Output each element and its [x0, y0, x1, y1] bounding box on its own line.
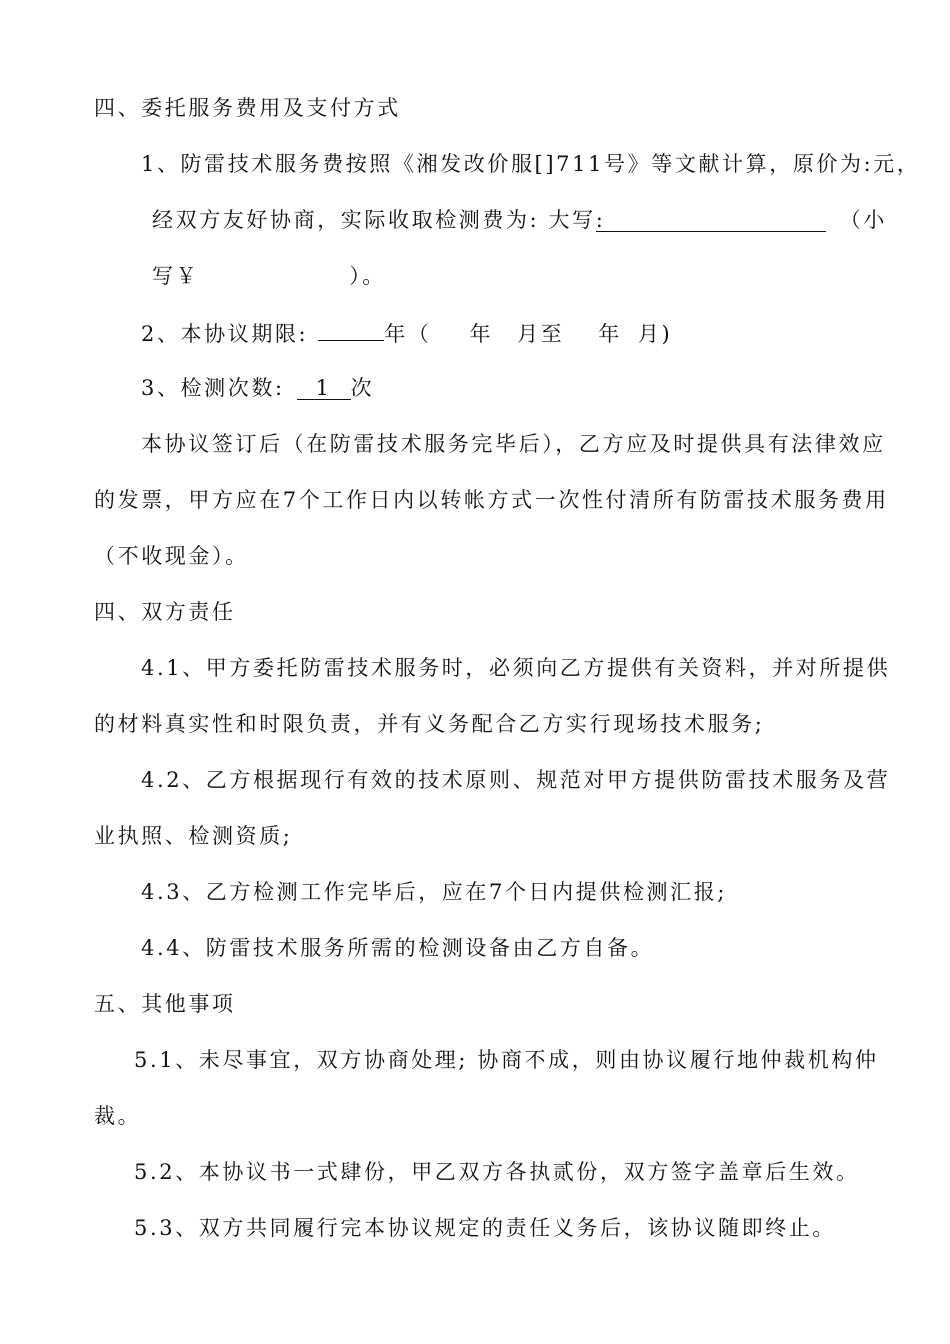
section-heading-fees: 四、委托服务费用及支付方式 — [94, 96, 401, 120]
term-clause — [141, 318, 672, 348]
payment-paragraph-line-2: 的发票，甲方应在7个工作日内以转帐方式一次性付清所有防雷技术服务费用 — [94, 488, 889, 512]
term-label: 2、本协议期限: — [141, 322, 309, 346]
term-paren-open: （ — [407, 322, 432, 346]
payment-paragraph-line-1: 本协议签订后（在防雷技术服务完毕后），乙方应及时提供具有法律效应 — [141, 432, 886, 456]
responsibility-4-4: 4.4、防雷技术服务所需的检测设备由乙方自备。 — [141, 936, 655, 960]
other-5-1-line-2: 裁。 — [94, 1104, 142, 1128]
other-5-1-line-1: 5.1、未尽事宜，双方协商处理; 协商不成，则由协议履行地仲裁机构仲 — [134, 1048, 879, 1072]
fee-clause-line-2 — [152, 206, 887, 234]
test-count-clause — [141, 374, 374, 402]
payment-paragraph-line-3: （不收现金）。 — [94, 544, 249, 568]
test-count-value[interactable]: 1 — [297, 377, 351, 400]
other-5-3: 5.3、双方共同履行完本协议规定的责任义务后，该协议随即终止。 — [134, 1216, 836, 1240]
responsibility-4-3: 4.3、乙方检测工作完毕后，应在7个日内提供检测汇报; — [141, 880, 728, 904]
end-year-unit: 年 — [598, 322, 622, 346]
other-5-2: 5.2、本协议书一式肆份，甲乙双方各执贰份，双方签字盖章后生效。 — [134, 1160, 860, 1184]
amount-figure-label: 写￥ — [152, 264, 200, 288]
start-year-unit: 年 — [469, 322, 494, 346]
fee-clause-line-3 — [152, 262, 386, 290]
amount-figure-close: ）。 — [349, 264, 386, 288]
test-count-unit: 次 — [350, 376, 375, 400]
fee-clause-line-1: 1、防雷技术服务费按照《湘发改价服[]711号》等文献计算，原价为:元， — [141, 152, 921, 176]
start-month-to: 月至 — [517, 322, 565, 346]
test-count-label: 3、检测次数: — [141, 376, 285, 400]
amount-in-words-blank[interactable] — [596, 209, 826, 232]
small-label-open: （小 — [839, 208, 887, 232]
fee-negotiated-label: 经双方友好协商，实际收取检测费为: 大写 — [152, 208, 596, 232]
responsibility-4-1-line-1: 4.1、甲方委托防雷技术服务时，必须向乙方提供有关资料，并对所提供 — [141, 656, 891, 680]
section-heading-other: 五、其他事项 — [94, 992, 236, 1016]
responsibility-4-2-line-2: 业执照、检测资质; — [94, 824, 293, 848]
section-heading-responsibilities: 四、双方责任 — [94, 600, 236, 624]
term-year-unit: 年 — [384, 322, 408, 346]
responsibility-4-1-line-2: 的材料真实性和时限负责，并有义务配合乙方实行现场技术服务; — [94, 712, 765, 736]
amount-colon: : — [595, 208, 606, 232]
end-month-close: 月) — [637, 322, 673, 346]
responsibility-4-2-line-1: 4.2、乙方根据现行有效的技术原则、规范对甲方提供防雷技术服务及营 — [141, 768, 891, 792]
term-years-blank[interactable] — [318, 318, 384, 341]
